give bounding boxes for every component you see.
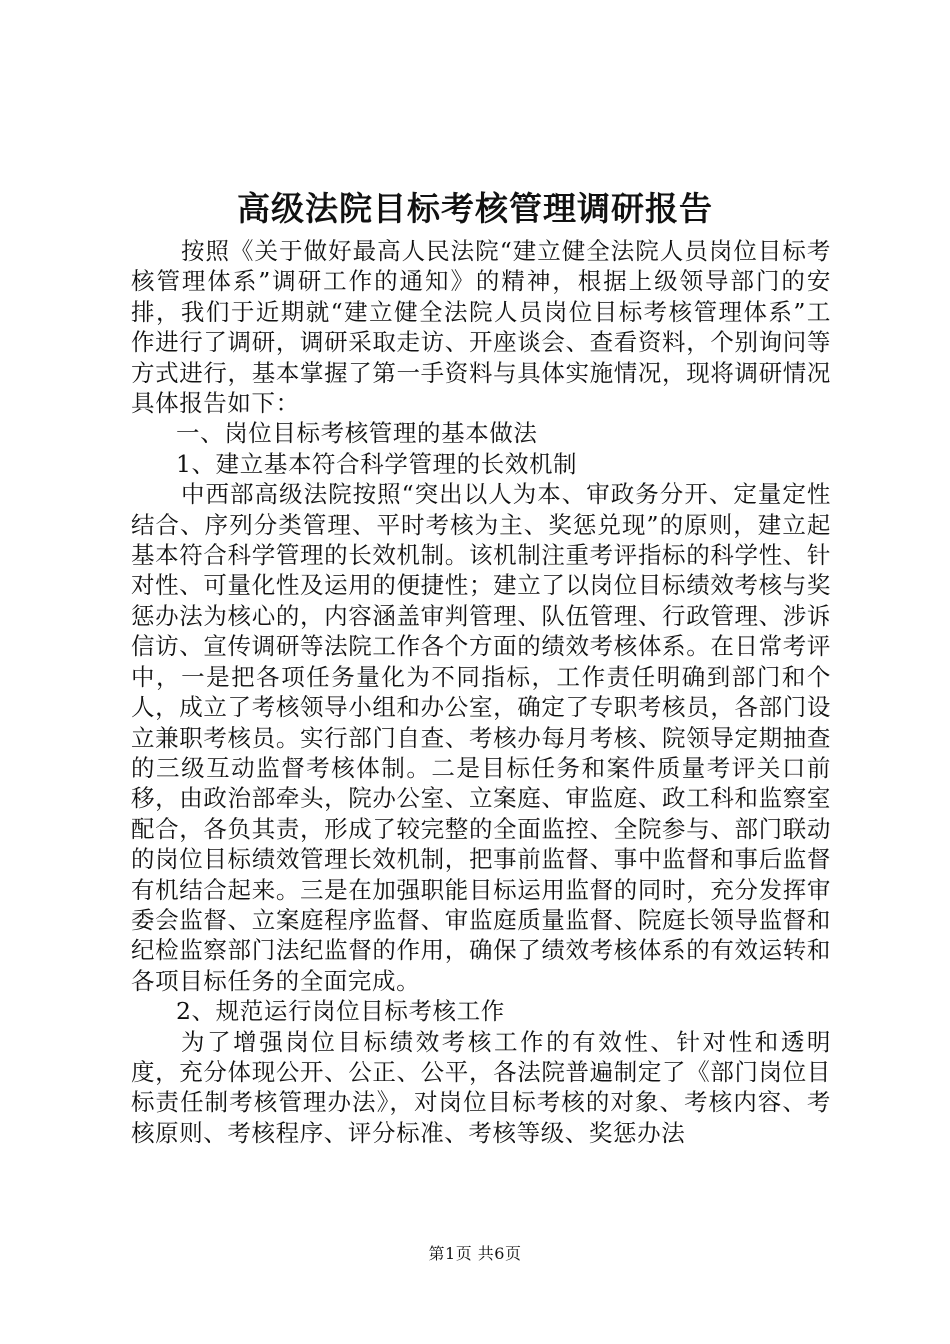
- document-body: [131, 236, 831, 1148]
- section-heading-1: 一、岗位目标考核管理的基本做法: [176, 419, 538, 448]
- paragraph-intro: 按照《关于做好最高人民法院“建立健全法院人员岗位目标考核管理体系”调研工作的通知》的精神，根据上级领导部门的安排，我们于近期就“建立健全法院人员岗位目标考核管理体系”工作进行了调研，调研采取走访、开座谈会、查看资料，个别询问等方式进行，基本掌握了第一手资料与具体实施情况，现将调研情况具体报告如下：: [131, 237, 831, 418]
- page-number-footer: 第1页 共6页: [428, 1244, 522, 1263]
- paragraph-mechanism: 中西部高级法院按照“突出以人为本、审政务分开、定量定性结合、序列分类管理、平时考核为主、奖惩兑现”的原则，建立起基本符合科学管理的长效机制。该机制注重考评指标的科学性、针对性、可量化性及运用的便捷性；建立了以岗位目标绩效考核与奖惩办法为核心的，内容涵盖审判管理、队伍管理、行政管理、涉诉信访、宣传调研等法院工作各个方面的绩效考核体系。在日常考评中，一是把各项任务量化为不同指标，工作责任明确到部门和个人，成立了考核领导小组和办公室，确定了专职考核员，各部门设立兼职考核员。实行部门自查、考核办每月考核、院领导定期抽查的三级互动监督考核体制。二是目标任务和案件质量考评关口前移，由政治部牵头，院办公室、立案庭、审监庭、政工科和监察室配合，各负其责，形成了较完整的全面监控、全院参与、部门联动的岗位目标绩效管理长效机制，把事前监督、事中监督和事后监督有机结合起来。三是在加强职能目标运用监督的同时，充分发挥审委会监督、立案庭程序监督、审监庭质量监督、院庭长领导监督和纪检监察部门法纪监督的作用，确保了绩效考核体系的有效运转和各项目标任务的全面完成。: [131, 480, 831, 995]
- paragraph-standardize: 为了增强岗位目标绩效考核工作的有效性、针对性和透明度，充分体现公开、公正、公平，各法院普遍制定了《部门岗位目标责任制考核管理办法》，对岗位目标考核的对象、考核内容、考核原则、考核程序、评分标准、考核等级、奖惩办法: [131, 1027, 831, 1147]
- document-title: 高级法院目标考核管理调研报告: [237, 189, 713, 228]
- subsection-heading-2: 2、规范运行岗位目标考核工作: [176, 997, 505, 1026]
- subsection-heading-1: 1、建立基本符合科学管理的长效机制: [176, 449, 578, 478]
